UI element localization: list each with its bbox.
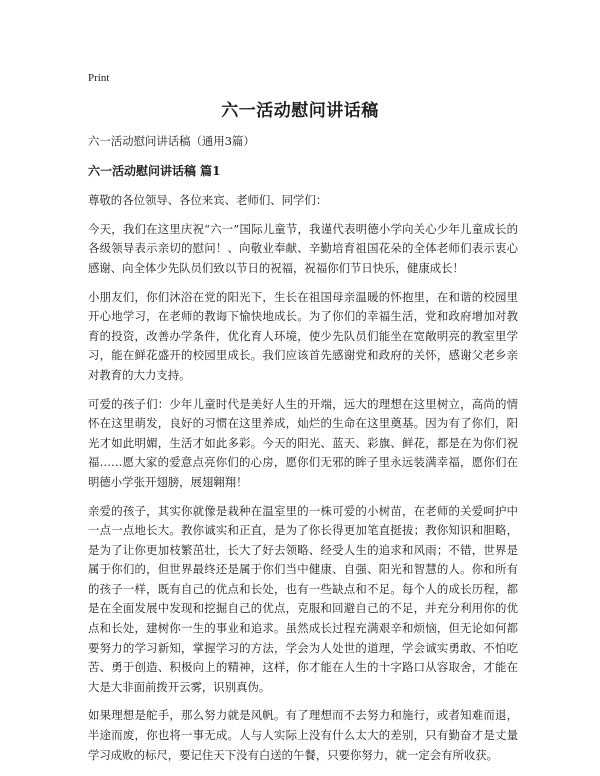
- paragraph-2: 小朋友们，你们沐浴在党的阳光下，生长在祖国母亲温暖的怀抱里，在和谐的校园里开心地学习，在老师的教诲下愉快地成长。为了你们的幸福生活，党和政府增加对教育的投资，改善办学条件，优化育人环境，使少先队员们能坐在宽敞明亮的教室里学习，能在鲜花盛开的校园里成长。我们应该首先感谢党和政府的关怀，感谢父老乡亲对教育的大力支持。: [88, 289, 518, 382]
- document-body: [88, 132, 518, 774]
- document-subtitle: 六一活动慰问讲话稿（通用3篇）: [88, 134, 255, 148]
- section-heading: 六一活动慰问讲话稿 篇1: [88, 163, 221, 178]
- paragraph-1: 今天，我们在这里庆祝“六一”国际儿童节，我谨代表明德小学向关心少年儿童成长的各级领导表示亲切的慰问！、向敬业奉献、辛勤培育祖国花朵的全体老师们表示衷心感谢、向全体少先队员们致以节日的祝福，祝福你们节日快乐，健康成长！: [88, 221, 518, 275]
- paragraph-5: 如果理想是舵手，那么努力就是风帆。有了理想而不去努力和施行，或者知难而退，半途而废，你也将一事无成。人与人实际上没有什么太大的差别，只有勤奋才是丈量学习成败的标尺，要记住天下没有白送的午餐，只要你努力，就一定会有所收获。: [88, 708, 518, 762]
- paragraph-3: 可爱的孩子们：少年儿童时代是美好人生的开端，远大的理想在这里树立，高尚的情怀在这里萌发，良好的习惯在这里养成，灿烂的生命在这里奠基。因为有了你们，阳光才如此明媚，生活才如此多彩。今天的阳光、蓝天、彩旗、鲜花，都是在为你们祝福……愿大家的爱意点亮你们的心房，愿你们无邪的眸子里永远装满幸福，愿你们在明德小学张开翅膀，展翅翱翔！: [88, 396, 518, 489]
- paragraph-salutation: 尊敬的各位领导、各位来宾、老师们、同学们：: [88, 193, 328, 208]
- paragraph-4: 亲爱的孩子，其实你就像是栽种在温室里的一株可爱的小树苗，在老师的关爱呵护中一点一点地长大。教你诚实和正直，是为了你长得更加笔直挺拔；教你知识和胆略，是为了让你更加枝繁茁壮，长大了好去领略、经受人生的追求和风雨；不错，世界是属于你们的，但世界最终还是属于你们当中健康、自强、阳光和智慧的人。你和所有的孩子一样，既有自己的优点和长处，也有一些缺点和不足。每个人的成长历程，都是在全面发展中发现和挖掘自己的优点，克服和回避自己的不足，并充分利用你的优点和长处，建树你一生的事业和追求。虽然成长过程充满艰辛和烦恼，但无论如何都要努力的学习新知，掌握学习的方法，学会为人处世的道理，学会诚实勇敢、不怕吃苦、勇于创造、积极向上的精神，这样，你才能在人生的十字路口从容取舍，才能在大是大非面前拨开云雾，识别真伪。: [88, 503, 518, 694]
- print-label[interactable]: Print: [88, 72, 110, 84]
- page-title: 六一活动慰问讲话稿: [221, 101, 379, 121]
